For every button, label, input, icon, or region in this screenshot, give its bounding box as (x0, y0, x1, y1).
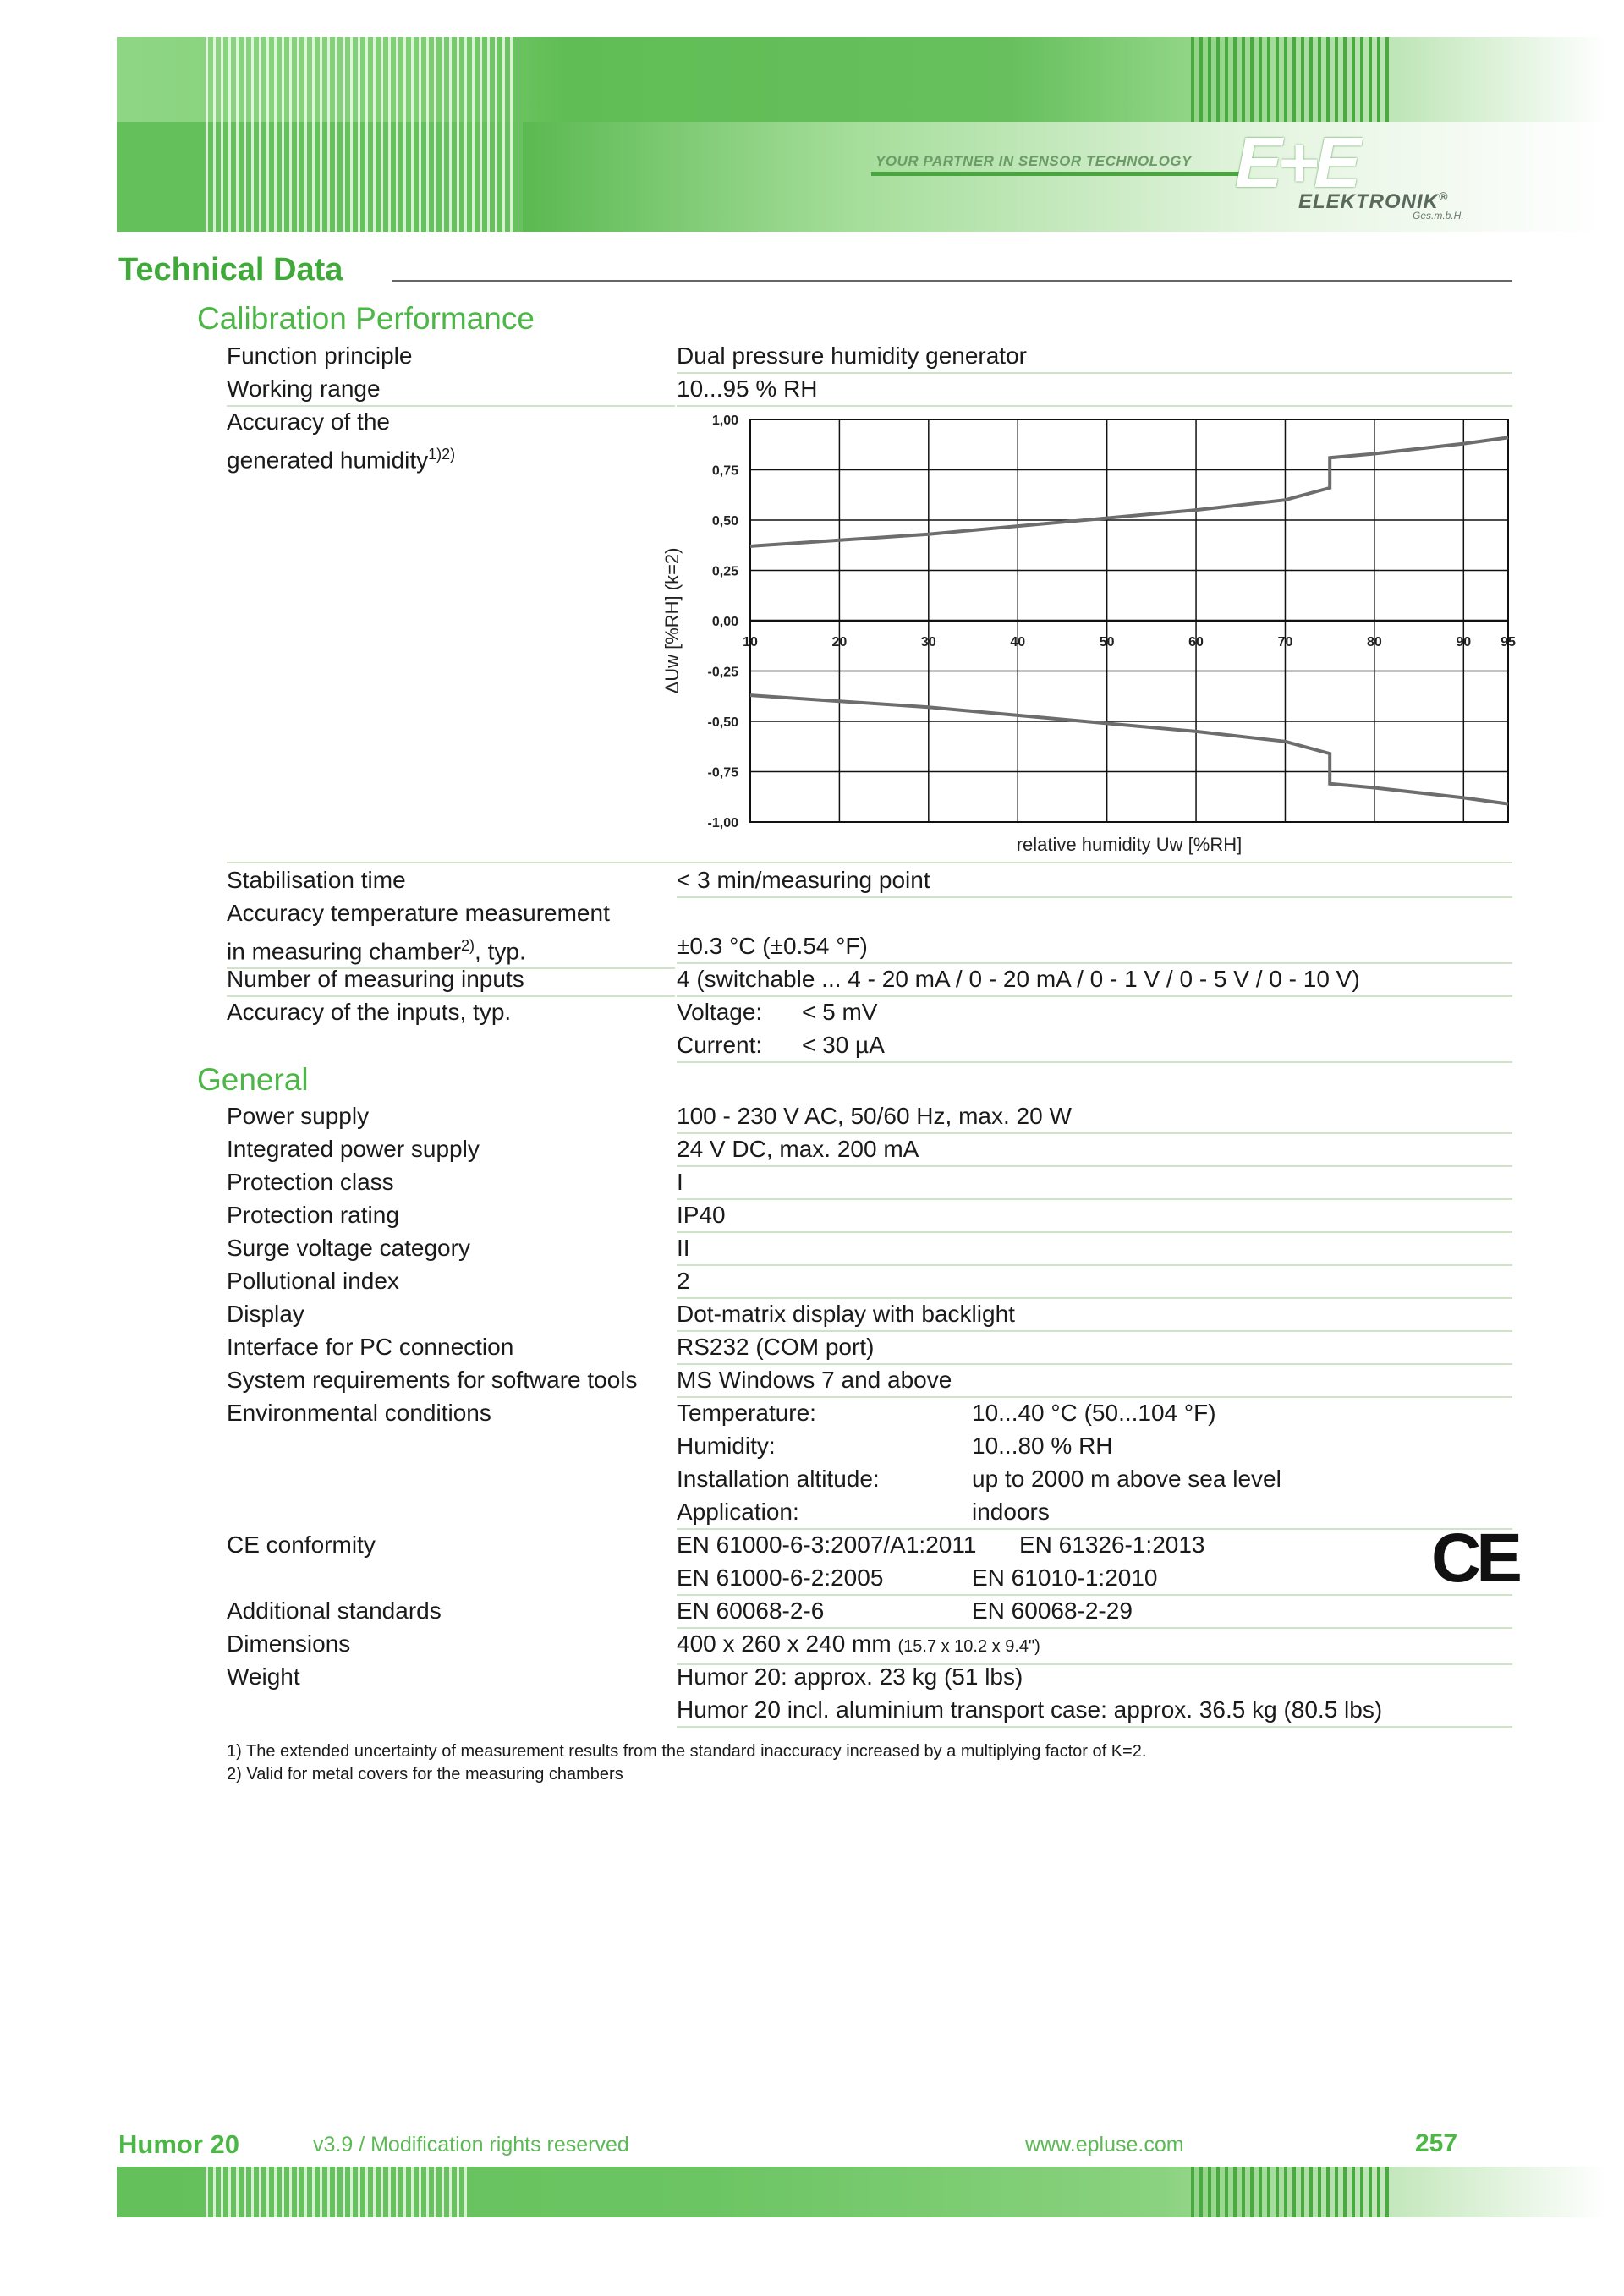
series-line-lower (750, 695, 1508, 804)
value-weight-1: Humor 20: approx. 23 kg (51 lbs) (677, 1663, 1023, 1690)
footer-website[interactable]: www.epluse.com (1025, 2133, 1184, 2156)
footer-banner (117, 2167, 1607, 2217)
value-weight-2: Humor 20 incl. aluminium transport case: approx. 36.5 kg (80.5 lbs) (677, 1693, 1512, 1728)
section-calibration-heading: Calibration Performance (197, 301, 535, 336)
current-label: Current: (677, 1032, 763, 1058)
x-tick-label: 60 (1188, 635, 1204, 649)
label-line1: Accuracy temperature measurement (227, 900, 610, 926)
value: 2 (677, 1264, 1512, 1299)
footnote-1: 1) The extended uncertainty of measurement results from the standard inaccuracy increased by a multiplying factor of K=2. (227, 1742, 1147, 1761)
section-general-heading: General (197, 1062, 309, 1097)
brand-reg-mark: ® (1439, 189, 1449, 203)
label: Environmental conditions (227, 1400, 491, 1426)
footer-stripes-right (1191, 2167, 1394, 2217)
application-value: indoors (972, 1499, 1050, 1525)
label: Power supply (227, 1103, 370, 1129)
x-tick-label: 80 (1366, 635, 1382, 649)
label: Interface for PC connection (227, 1334, 514, 1360)
footnote-ref: 2) (461, 937, 475, 954)
x-tick-label: 70 (1277, 635, 1293, 649)
footnote-2: 2) Valid for metal covers for the measuring chambers (227, 1765, 623, 1784)
label (227, 405, 675, 476)
label: System requirements for software tools (227, 1367, 638, 1393)
x-tick-label: 50 (1099, 635, 1115, 649)
label: Display (227, 1301, 304, 1327)
label: Integrated power supply (227, 1136, 480, 1162)
label: Additional standards (227, 1597, 442, 1624)
label (227, 995, 675, 1028)
value: 10...95 % RH (677, 372, 1512, 407)
dimensions-inches: (15.7 x 10.2 x 9.4") (897, 1637, 1040, 1656)
ce-std2: EN 61326-1:2013 (1019, 1532, 1205, 1558)
header-tagline: YOUR PARTNER IN SENSOR TECHNOLOGY (875, 153, 1192, 169)
y-tick-label: 0,00 (711, 615, 738, 629)
logo-underline (871, 172, 1243, 176)
label: Pollutional index (227, 1268, 399, 1294)
value: Dot-matrix display with backlight (677, 1297, 1512, 1332)
y-tick-label: -0,50 (707, 715, 738, 730)
value-std-line2 (677, 1561, 1512, 1596)
x-tick-label: 95 (1501, 635, 1516, 649)
value (677, 1594, 1512, 1629)
dimensions-value: 400 x 260 x 240 mm (677, 1630, 892, 1657)
label-suffix: , typ. (459, 999, 512, 1025)
y-tick-label: -0,25 (707, 665, 738, 680)
value: RS232 (COM port) (677, 1330, 1512, 1365)
value: < 3 min/measuring point (677, 863, 1512, 898)
y-tick-label: -0,75 (707, 765, 738, 781)
header-stripes-left (206, 37, 518, 232)
x-tick-label: 30 (920, 635, 936, 649)
humidity-label: Humidity: (677, 1433, 776, 1459)
y-tick-label: 0,25 (711, 564, 738, 579)
temperature-label: Temperature: (677, 1400, 816, 1426)
label-text: in measuring chamber (227, 938, 462, 965)
label: Working range (227, 372, 675, 407)
additional-std2: EN 60068-2-29 (972, 1597, 1133, 1624)
value: I (677, 1165, 1512, 1200)
ce-std3: EN 61000-6-2:2005 (677, 1564, 884, 1591)
voltage-value: < 5 mV (802, 999, 878, 1025)
value-altitude (677, 1462, 1512, 1495)
value: II (677, 1231, 1512, 1266)
label: Weight (227, 1663, 300, 1690)
value: IP40 (677, 1198, 1512, 1233)
x-tick-label: 40 (1010, 635, 1026, 649)
x-tick-label: 20 (831, 635, 848, 649)
footer-product: Humor 20 (118, 2129, 239, 2159)
footer-page-number: 257 (1415, 2129, 1458, 2157)
voltage-label: Voltage: (677, 999, 763, 1025)
series-line-upper (750, 437, 1508, 546)
value-temperature (677, 1396, 1512, 1429)
label: Protection rating (227, 1202, 399, 1228)
y-tick-label: 1,00 (711, 414, 738, 428)
x-axis-label: relative humidity Uw [%RH] (1016, 834, 1243, 855)
label-line2-text: generated humidity (227, 447, 429, 474)
altitude-value: up to 2000 m above sea level (972, 1466, 1281, 1492)
label-line1: Accuracy of the (227, 408, 390, 435)
value: 4 (switchable ... 4 - 20 mA / 0 - 20 mA / 0 - 1 V / 0 - 5 V / 0 - 10 V) (677, 962, 1512, 997)
company-suffix: Ges.m.b.H. (1413, 210, 1464, 222)
y-tick-label: -1,00 (707, 816, 738, 830)
ce-std1: EN 61000-6-3:2007/A1:2011 (677, 1532, 977, 1558)
current-value: < 30 µA (802, 1032, 885, 1058)
x-tick-label: 90 (1456, 635, 1472, 649)
footer-version: v3.9 / Modification rights reserved (313, 2133, 629, 2156)
page-title: Technical Data (118, 252, 343, 288)
footnote-ref: 1)2) (428, 446, 456, 463)
label: CE conformity (227, 1532, 376, 1558)
application-label: Application: (677, 1499, 799, 1525)
accuracy-chart (651, 406, 1531, 861)
value: 100 - 230 V AC, 50/60 Hz, max. 20 W (677, 1099, 1512, 1134)
value: Dual pressure humidity generator (677, 339, 1512, 374)
label-text: Accuracy of the inputs (227, 999, 460, 1025)
humidity-value: 10...80 % RH (972, 1433, 1113, 1459)
value: 24 V DC, max. 200 mA (677, 1132, 1512, 1167)
temperature-value: 10...40 °C (50...104 °F) (972, 1400, 1216, 1426)
y-axis-label: ΔUw [%RH] (k=2) (661, 547, 683, 694)
value: ±0.3 °C (±0.54 °F) (677, 929, 1512, 964)
additional-std1: EN 60068-2-6 (677, 1597, 825, 1624)
brand-text: ELEKTRONIK (1298, 190, 1439, 213)
value-current (677, 1028, 1512, 1063)
y-tick-label: 0,50 (711, 514, 738, 529)
label: Stabilisation time (227, 867, 406, 893)
altitude-label: Installation altitude: (677, 1466, 880, 1492)
label-suffix: , typ. (475, 938, 526, 965)
company-logo: E+E (1235, 123, 1357, 202)
ce-std4: EN 61010-1:2010 (972, 1564, 1158, 1591)
label: Dimensions (227, 1630, 351, 1657)
footer-stripes-left (206, 2167, 468, 2217)
value-humidity (677, 1429, 1512, 1462)
value: MS Windows 7 and above (677, 1363, 1512, 1398)
x-tick-label: 10 (743, 635, 758, 649)
label: Number of measuring inputs (227, 962, 675, 997)
label-line2 (227, 438, 675, 476)
title-rule (392, 280, 1512, 282)
value-std-line1 (677, 1528, 1512, 1561)
header-stripes-right (1191, 37, 1394, 122)
label: Function principle (227, 342, 413, 369)
ce-mark-icon: CE (1431, 1520, 1517, 1597)
label: Protection class (227, 1169, 394, 1195)
label: Surge voltage category (227, 1235, 470, 1261)
value-voltage (677, 995, 1512, 1028)
value-application (677, 1495, 1512, 1530)
y-tick-label: 0,75 (711, 463, 738, 479)
